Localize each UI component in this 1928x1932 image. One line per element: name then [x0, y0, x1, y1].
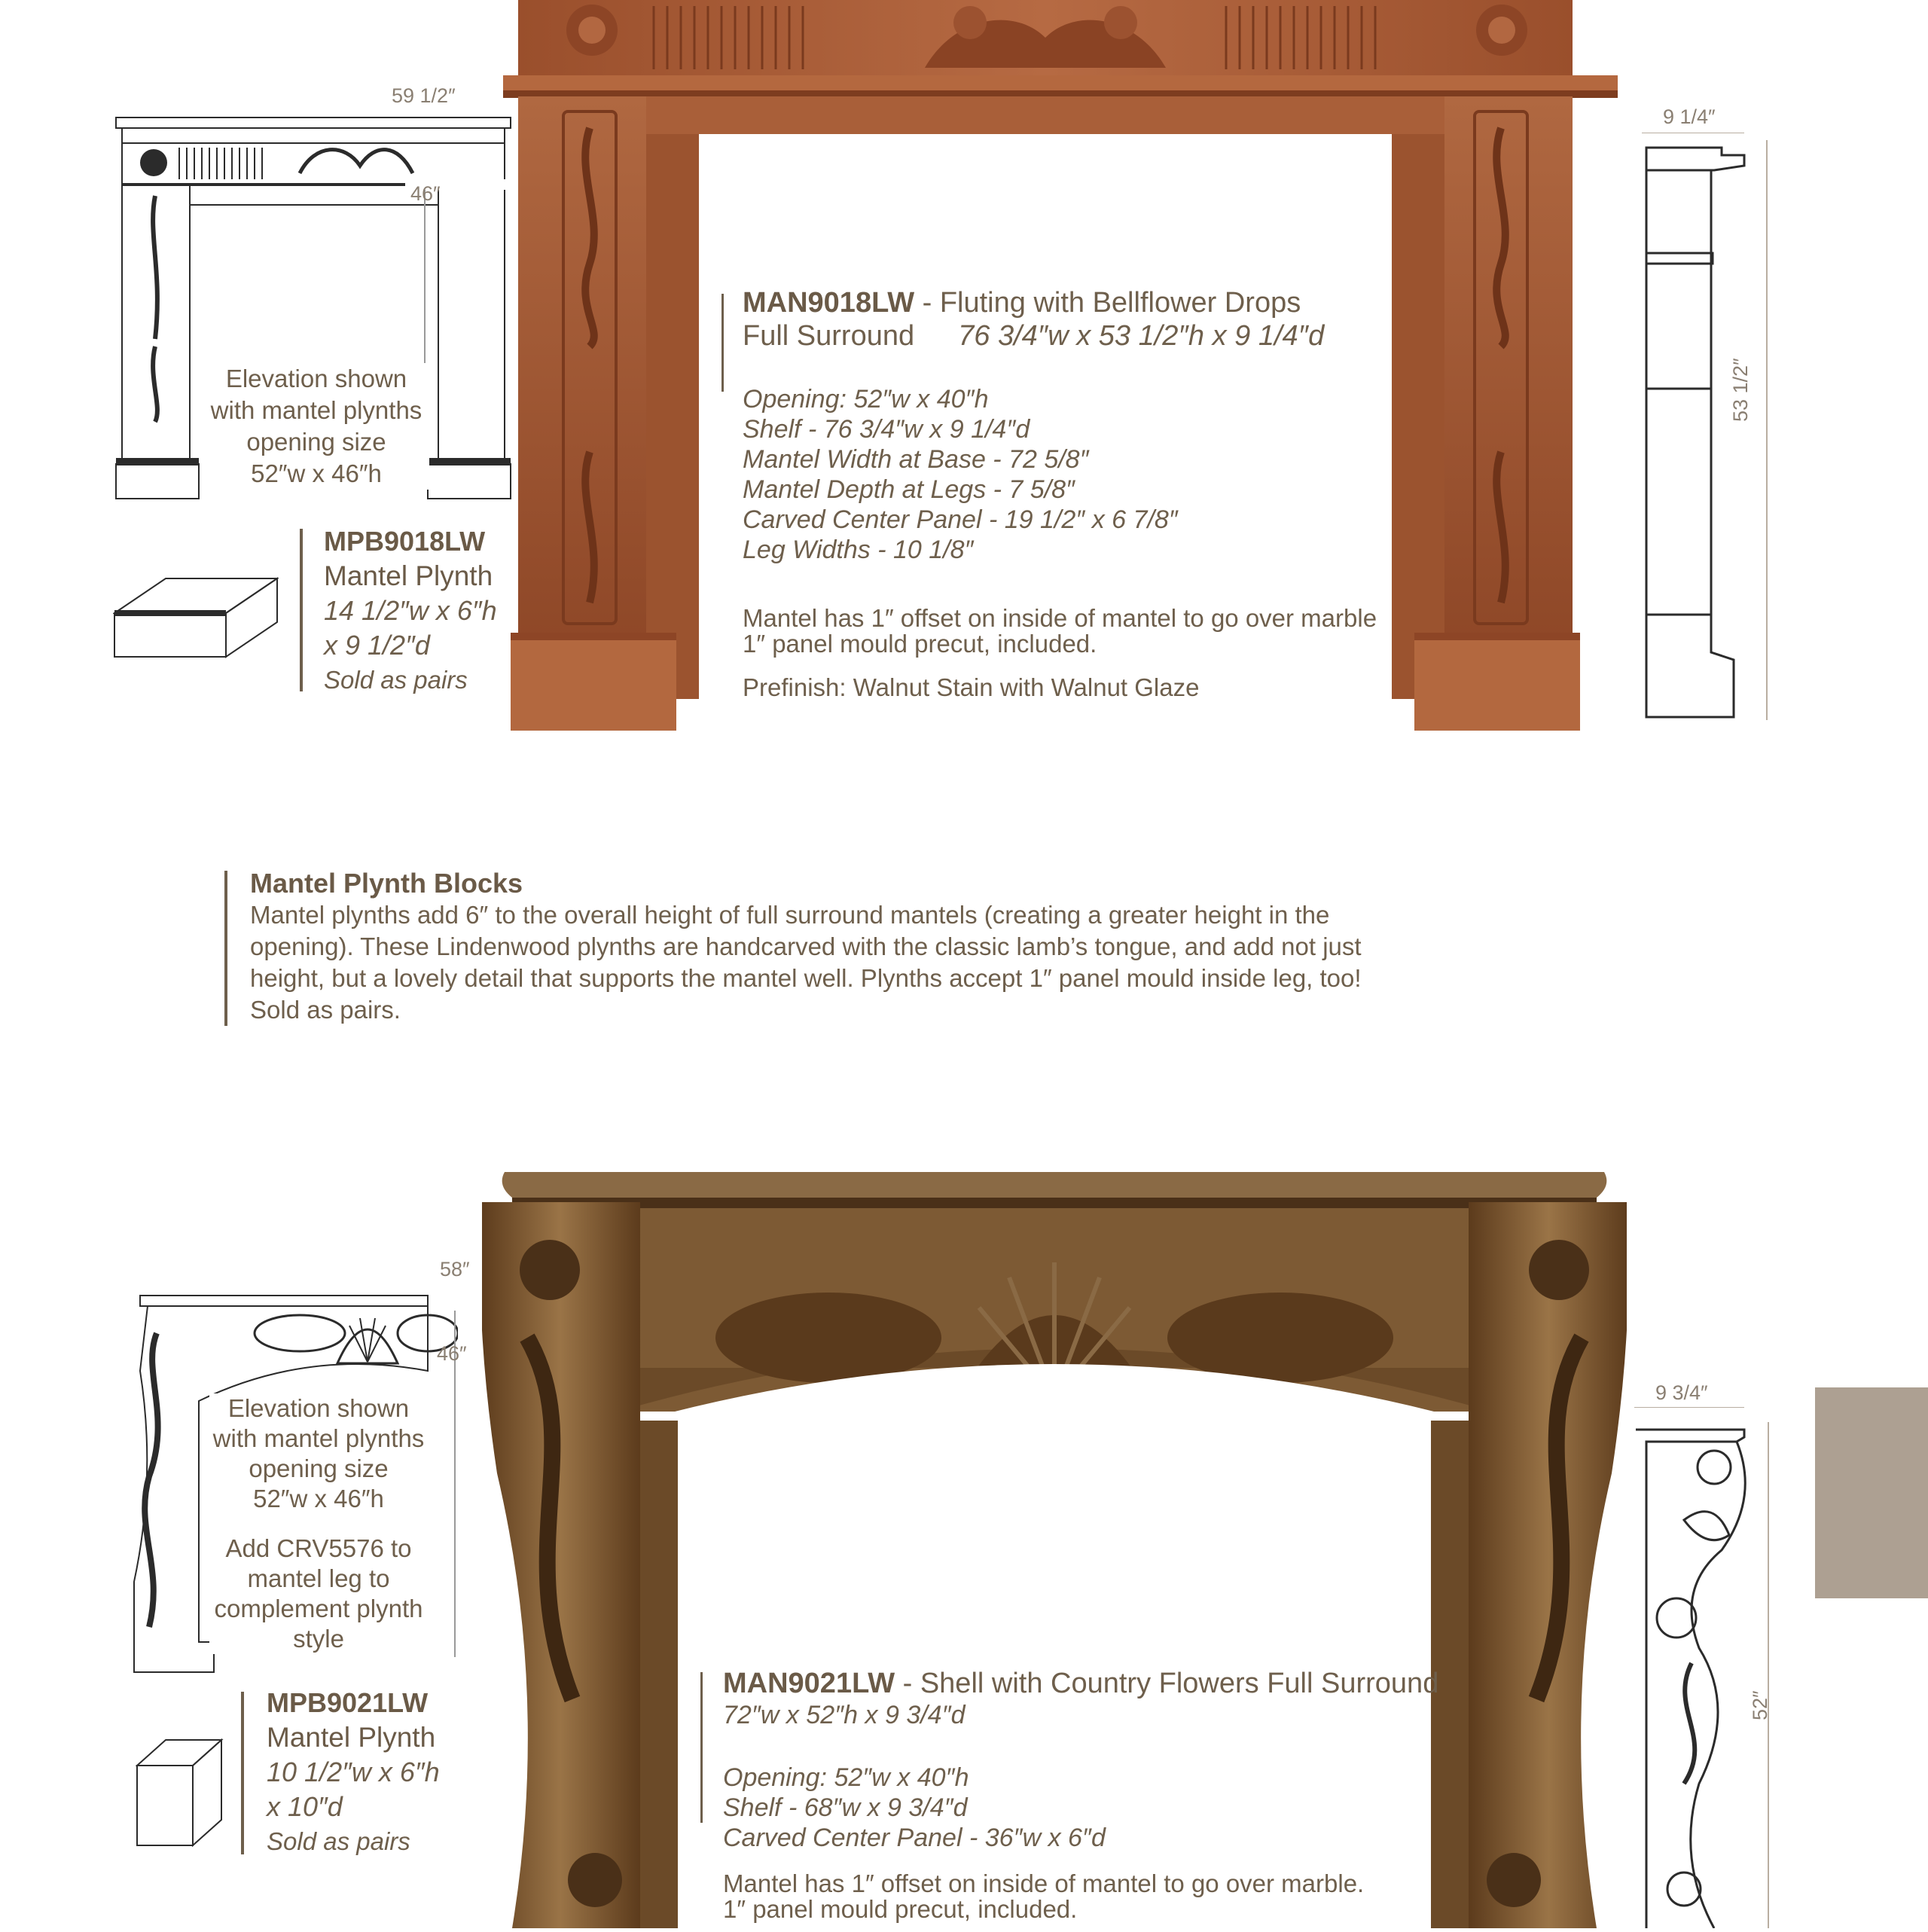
plinth-blocks-accent-bar — [224, 871, 227, 1026]
plinth-blocks-line: Sold as pairs. — [250, 996, 401, 1024]
spec-line: Mantel Width at Base - 72 5/8″ — [743, 445, 1089, 474]
spec-line: Carved Center Panel - 19 1/2″ x 6 7/8″ — [743, 505, 1178, 534]
plinth-info-mpb9018lw — [324, 524, 497, 697]
add-note-line: mantel leg to — [247, 1564, 390, 1592]
product-specs-man9018lw — [743, 384, 1178, 565]
product-title-rest: - Shell with Country Flowers Full Surround — [895, 1668, 1439, 1699]
offset-note-man9021lw: Mantel has 1″ offset on inside of mantel to go over marble. 1″ panel mould precut, included. — [723, 1869, 1365, 1923]
plinth-size-2: x 9 1/2″d — [324, 630, 430, 661]
dimension-top-width: 59 1/2″ — [392, 84, 456, 107]
side-depth-label: 9 1/4″ — [1663, 105, 1716, 128]
page-tab — [1815, 1387, 1928, 1598]
side-height-label-2: 52″ — [1749, 1690, 1771, 1720]
plinth-blocks-section — [250, 868, 1362, 1026]
product-title-man9021lw — [723, 1668, 1438, 1731]
product-title-rest: - Fluting with Bellflower Drops — [914, 287, 1301, 319]
plinth-size-2: x 10″d — [267, 1791, 343, 1822]
plinth-size-1: 10 1/2″w x 6″h — [267, 1757, 440, 1787]
dimension-top-width-2: 58″ — [440, 1258, 470, 1280]
side-profile-man9018lw — [1639, 133, 1774, 728]
plinth-blocks-line: Mantel plynths add 6″ to the overall height of full surround mantels (creating a greater height in the — [250, 901, 1330, 929]
side-profile-man9021lw — [1631, 1407, 1774, 1928]
product-accent-bar-2 — [700, 1672, 703, 1823]
product-title-man9018lw — [743, 286, 1324, 353]
dimension-height: 46″ — [410, 182, 441, 205]
spec-line: Opening: 52″w x 40″h — [743, 385, 989, 414]
plinth-info-mpb9021lw — [267, 1686, 440, 1859]
plinth-accent-bar — [300, 529, 303, 691]
add-note-line: Add CRV5576 to — [225, 1534, 412, 1562]
spec-line: Carved Center Panel - 36″w x 6″d — [723, 1824, 1106, 1852]
plinth-size-1: 14 1/2″w x 6″h — [324, 595, 497, 626]
prefinish-note: Prefinish: Walnut Stain with Walnut Glaze — [743, 673, 1200, 701]
plinth-sold: Sold as pairs — [324, 666, 468, 694]
spec-line: Leg Widths - 10 1/8″ — [743, 536, 974, 564]
plinth-blocks-title: Mantel Plynth Blocks — [250, 868, 523, 899]
dimension-height-2: 46″ — [437, 1342, 467, 1365]
offset-note-man9018lw: Mantel has 1″ offset on inside of mantel to go over marble 1″ panel mould precut, included. — [743, 604, 1377, 658]
product-overall-size: 72″w x 52″h x 9 3/4″d — [723, 1701, 966, 1729]
product-subtitle: Full Surround — [743, 320, 915, 352]
plinth-code: MPB9018LW — [324, 526, 486, 557]
spec-line: Shelf - 76 3/4″w x 9 1/4″d — [743, 415, 1030, 444]
product-overall-size: 76 3/4″w x 53 1/2″h x 9 1/4″d — [958, 320, 1325, 352]
add-note-line: style — [293, 1625, 344, 1653]
spec-line: Mantel Depth at Legs - 7 5/8″ — [743, 475, 1075, 504]
add-note-line: complement plynth — [214, 1595, 423, 1622]
plinth-drawing-mpb9021lw — [136, 1735, 226, 1848]
product-code: MAN9021LW — [723, 1668, 895, 1699]
plinth-drawing-mpb9018lw — [113, 572, 279, 660]
plinth-name: Mantel Plynth — [267, 1722, 436, 1753]
spec-line: Shelf - 68″w x 9 3/4″d — [723, 1793, 968, 1822]
product-code: MAN9018LW — [743, 287, 915, 319]
spec-line: Opening: 52″w x 40″h — [723, 1763, 969, 1792]
plinth-name: Mantel Plynth — [324, 560, 493, 591]
plinth-code: MPB9021LW — [267, 1687, 429, 1718]
product-accent-bar — [721, 294, 724, 392]
plinth-accent-bar-2 — [241, 1692, 244, 1854]
side-height-label: 53 1/2″ — [1729, 358, 1752, 422]
elevation-note-2: Elevation shown with mantel plynths opening size 52″w x 46″h Add CRV5576 to mantel leg to complement plynth style — [209, 1393, 428, 1654]
product-specs-man9021lw — [723, 1763, 1106, 1853]
plinth-blocks-line: height, but a lovely detail that supports the mantel well. Plynths accept 1″ panel mould inside leg, too! — [250, 964, 1362, 992]
side-depth-label-2: 9 3/4″ — [1655, 1381, 1708, 1404]
plinth-sold: Sold as pairs — [267, 1827, 410, 1855]
elevation-note: Elevation shown with mantel plynths opening size 52″w x 46″h — [203, 363, 429, 490]
plinth-blocks-line: opening). These Lindenwood plynths are handcarved with the classic lamb’s tongue, and add not just — [250, 932, 1362, 960]
